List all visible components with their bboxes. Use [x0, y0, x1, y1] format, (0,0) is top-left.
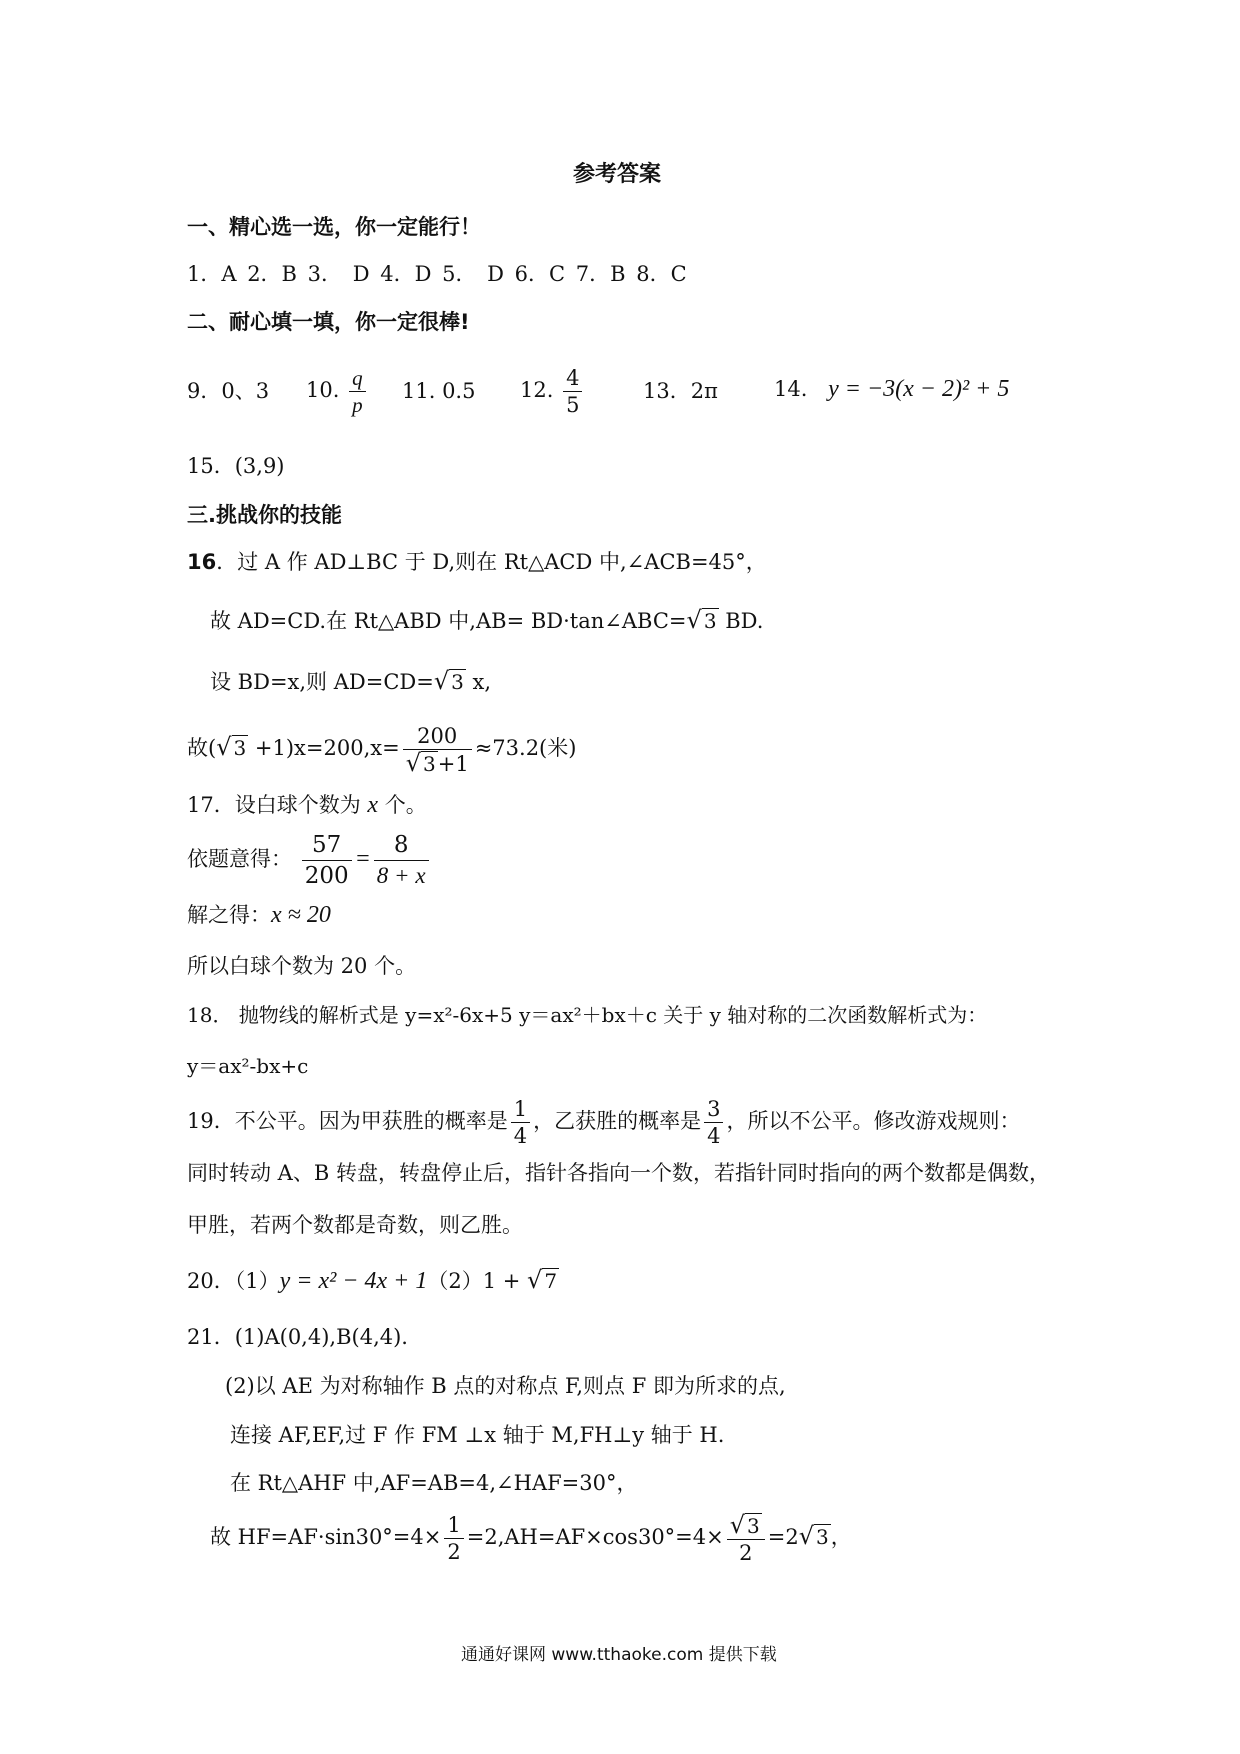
- q16-number: 16: [187, 550, 217, 574]
- q17-line1-tail: 个。: [378, 793, 427, 817]
- q20-expression-1: y = x² − 4x + 1: [279, 1268, 428, 1294]
- q21-text-3: =2: [767, 1525, 799, 1549]
- q21-text-2: =2,AH=AF×cos30°=4×: [466, 1525, 724, 1549]
- answer-q21-line3: 连接 AF,EF,过 F 作 FM ⊥x 轴于 M,FH⊥y 轴于 H.: [230, 1423, 725, 1447]
- q20-expression-2: 1 +: [482, 1269, 528, 1293]
- q17-equation-label: 依题意得：: [187, 847, 292, 871]
- q19-text-3: ，所以不公平。修改游戏规则：: [726, 1109, 1021, 1133]
- answer-q21-line2: (2)以 AE 为对称轴作 B 点的对称点 F,则点 F 即为所求的点,: [225, 1374, 786, 1398]
- q21-fraction-2-num-rad: 3: [747, 1513, 760, 1538]
- q16-line4-mid: +1)x=200,x=: [248, 736, 400, 760]
- q16-sqrt-2: √ 3: [433, 667, 464, 695]
- q12-label: 12.: [520, 378, 554, 402]
- q21-text-1: 故 HF=AF·sin30°=4×: [210, 1525, 442, 1549]
- section3-heading: 三.挑战你的技能: [187, 503, 342, 527]
- q19-fraction-2-num: 3: [704, 1096, 723, 1123]
- q16-sqrt-1: √ 3: [686, 606, 717, 634]
- q16-line2-text: 故 AD=CD.在 Rt△ABD 中,AB= BD·tan∠ABC=: [210, 609, 687, 633]
- answer-q15: 15．(3,9): [187, 454, 285, 478]
- q12-denominator: 5: [566, 393, 580, 417]
- q12-fraction: [563, 365, 582, 418]
- q17-equals: =: [354, 846, 371, 872]
- section2-heading: 二、耐心填一填，你一定很棒!: [187, 310, 470, 334]
- answer-q17-line1: [187, 790, 427, 820]
- answer-q21-line4: 在 Rt△AHF 中,AF=AB=4,∠HAF=30°，: [230, 1471, 638, 1495]
- answer-q18-line2: y＝ax²-bx+c: [187, 1054, 309, 1078]
- answer-q19-line1: [187, 1090, 1020, 1152]
- q17-solution-label: 解之得：: [187, 903, 271, 927]
- q17-fraction-1-den: 200: [304, 863, 349, 889]
- q19-fraction-2-den: 4: [707, 1124, 721, 1148]
- section1-heading: 一、精心选一选，你一定能行！: [187, 215, 481, 239]
- q16-sqrt-3-arg: 3: [233, 736, 247, 760]
- q14-expression: y = −3(x − 2)² + 5: [828, 376, 1010, 402]
- q21-text-4: ，: [830, 1525, 852, 1549]
- q16-sqrt-3: √ 3: [216, 733, 247, 761]
- q16-fraction: [403, 723, 472, 777]
- page-footer: 通通好课网 www.tthaoke.com 提供下载: [461, 1645, 777, 1665]
- q19-fraction-1-num: 1: [511, 1096, 530, 1123]
- answer-q17-line4: 所以白球个数为 20 个。: [187, 954, 417, 978]
- answer-q16-line4: [187, 715, 576, 780]
- q16-fraction-den-tail: +1: [437, 751, 469, 776]
- q21-fraction-1: [444, 1512, 463, 1565]
- q21-sqrt: √ 3: [798, 1522, 829, 1550]
- q16-sqrt-1-arg: 3: [703, 609, 717, 633]
- answer-q19-line3: 甲胜，若两个数都是奇数，则乙胜。: [187, 1213, 523, 1237]
- q16-line4-text: 故(: [187, 736, 217, 760]
- answer-q17-line3: [187, 900, 331, 930]
- answer-q17-line2: [187, 828, 432, 891]
- q16-line3-text: 设 BD=x,则 AD=CD=: [210, 670, 434, 694]
- q17-fraction-1: [302, 830, 352, 891]
- q19-text-2: ，乙获胜的概率是: [533, 1109, 702, 1133]
- q10-numerator: q: [349, 365, 366, 392]
- answer-q9: 9．0、3: [187, 379, 270, 403]
- q19-text-1: 19．不公平。因为甲获胜的概率是: [187, 1109, 508, 1133]
- q21-sqrt-arg: 3: [816, 1525, 829, 1549]
- q19-fraction-1: [511, 1096, 530, 1149]
- q16-fraction-numerator: 200: [403, 723, 472, 750]
- q17-fraction-2-den: 8 + x: [376, 863, 426, 888]
- q21-fraction-1-num: 1: [444, 1512, 463, 1539]
- q17-line1-text: 17．设白球个数为: [187, 793, 368, 817]
- answer-q11: 11. 0.5: [402, 379, 476, 403]
- q10-fraction: [349, 365, 366, 418]
- q17-fraction-2: [374, 830, 429, 891]
- answer-q21-line5: [210, 1504, 852, 1569]
- answer-q21-line1: 21．(1)A(0,4),B(4,4).: [187, 1325, 408, 1349]
- q19-fraction-1-den: 4: [513, 1124, 528, 1148]
- answer-q16-line2: [210, 605, 763, 636]
- q17-fraction-2-num: 8: [374, 830, 429, 861]
- q16-line1-text: ．过 A 作 AD⊥BC 于 D,则在 Rt△ACD 中,∠ACB=45°，: [216, 550, 767, 574]
- answer-q16-line3: [210, 666, 491, 697]
- q21-fraction-2: [727, 1512, 765, 1566]
- q17-solution-expression: x ≈ 20: [271, 902, 331, 928]
- q10-denominator: p: [352, 393, 363, 417]
- q17-fraction-1-num: 57: [302, 830, 352, 861]
- q19-fraction-2: [704, 1096, 723, 1149]
- page-title: 参考答案: [573, 162, 662, 187]
- q20-sqrt-arg: 7: [544, 1269, 558, 1293]
- q21-fraction-1-den: 2: [447, 1540, 461, 1564]
- answer-q16-line1: [187, 547, 767, 577]
- answer-q12: [520, 360, 585, 420]
- q10-label: 10.: [306, 378, 340, 402]
- q16-fraction-denominator: √ 3+1: [405, 748, 469, 777]
- q16-line4-result: ≈73.2(米): [474, 736, 577, 760]
- q20-part2-label: （2）: [427, 1269, 483, 1293]
- answer-q13: 13．2π: [643, 379, 718, 403]
- answer-q20: [187, 1265, 559, 1296]
- q21-fraction-2-num: √ 3: [727, 1512, 765, 1540]
- answer-q19-line2: 同时转动 A、B 转盘，转盘停止后，指针各指向一个数，若指针同时指向的两个数都是偶数，: [187, 1161, 1050, 1185]
- section1-answers: 1．A 2．B 3． D 4．D 5． D 6．C 7．B 8．C: [187, 262, 687, 286]
- q16-sqrt-2-arg: 3: [451, 670, 464, 694]
- answer-q18-line1: 18． 抛物线的解析式是 y=x²-6x+5 y＝ax²＋bx＋c 关于 y 轴对称的二次函数解析式为：: [187, 1003, 988, 1027]
- q20-sqrt: √ 7: [527, 1266, 558, 1294]
- q16-line3-tail: x,: [465, 670, 492, 694]
- q17-variable: x: [367, 792, 379, 818]
- q16-fraction-den-rad: 3: [423, 751, 436, 776]
- q14-label: 14.: [774, 377, 808, 401]
- answer-q10: [306, 360, 369, 420]
- q21-fraction-2-den: 2: [739, 1540, 753, 1565]
- answer-q14: [774, 374, 1009, 404]
- q16-line2-tail: BD.: [718, 609, 764, 633]
- q20-label: 20．（1）: [187, 1269, 280, 1293]
- q12-numerator: 4: [563, 365, 582, 392]
